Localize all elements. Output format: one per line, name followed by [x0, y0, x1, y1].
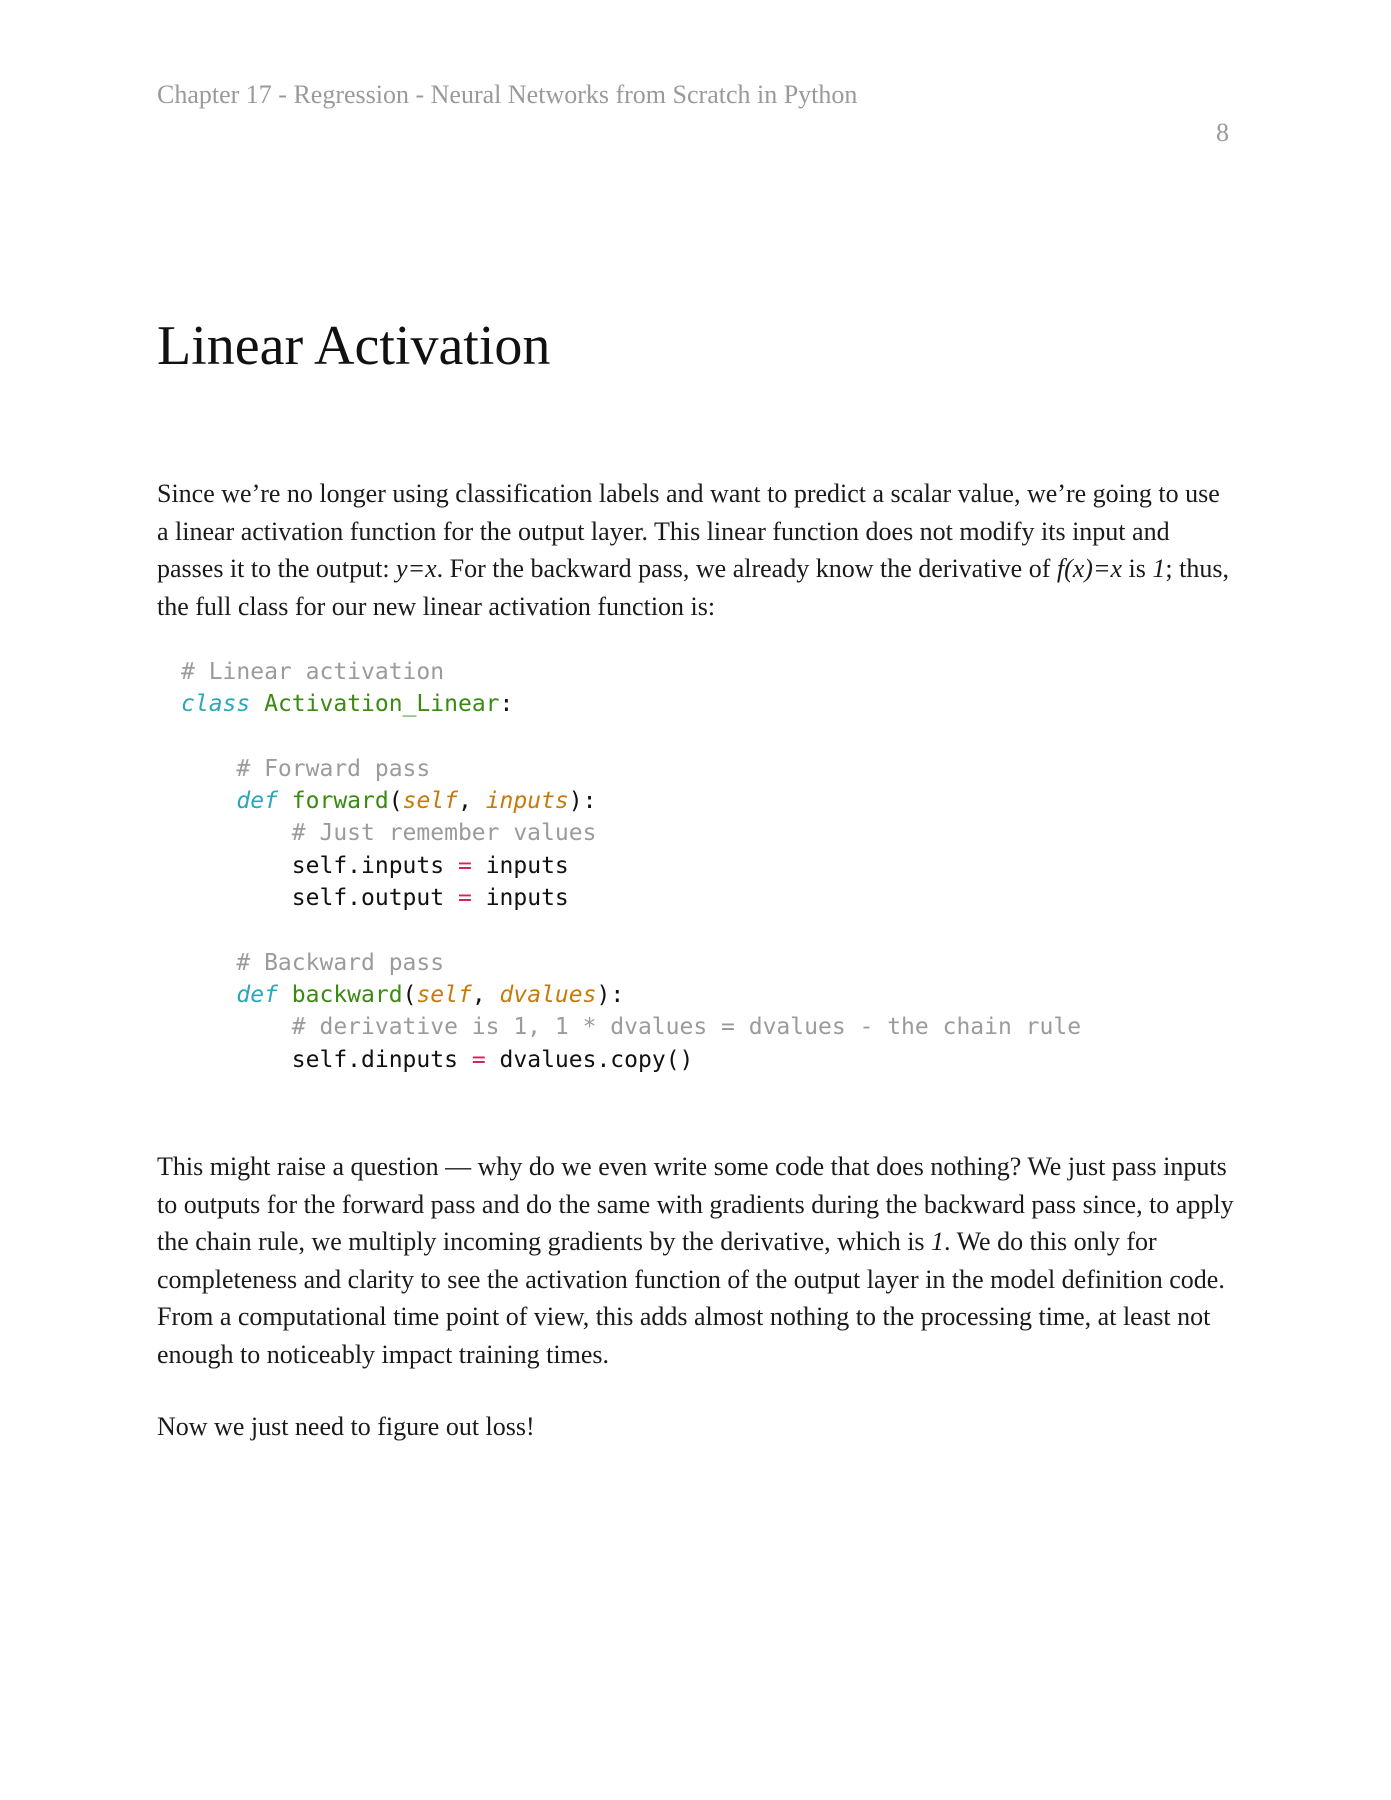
- intro-paragraph: [157, 475, 1237, 625]
- explanation-text-a: This might raise a question — why do we even write some code that does nothing? We just pass inputs to outputs for the forward pass and do the same with gradients during the backward pass since, to apply the chain rule, we multiply incoming gradients by the derivative, which is: [157, 1152, 1234, 1256]
- explanation-paragraph: [157, 1148, 1237, 1373]
- code-value: inputs: [485, 852, 569, 879]
- code-operator: =: [457, 852, 472, 879]
- closing-paragraph: Now we just need to figure out loss!: [157, 1412, 535, 1441]
- section-title: Linear Activation: [157, 315, 551, 377]
- math-f-of-x: f(x)=x: [1056, 554, 1123, 583]
- code-line: [181, 817, 1081, 849]
- code-line: [181, 947, 1081, 979]
- code-line-blank: [181, 914, 1081, 946]
- code-function-name: forward: [291, 788, 389, 815]
- intro-text-b: . For the backward pass, we already know the derivative of: [436, 554, 1057, 583]
- math-one: 1: [1152, 554, 1166, 583]
- intro-text-a: Since we’re no longer using classification labels and want to predict a scalar value, we’re going to use a linear activation function for the output layer. This linear function does not modify its input and passes it to the output:: [157, 479, 1220, 583]
- code-statement: self.dinputs: [291, 1046, 458, 1073]
- code-line: [181, 656, 1081, 688]
- code-comment: # Backward pass: [236, 949, 445, 976]
- intro-text-d: ; thus, the full class for our new linear activation function is:: [157, 554, 1229, 621]
- explanation-text-b: . We do this only for completeness and clarity to see the activation function of the output layer in the model definition code. From a computational time point of view, this adds almost nothing to the processing time, at least not enough to noticeably impact training times.: [157, 1227, 1225, 1369]
- code-comment: # Just remember values: [291, 820, 597, 847]
- code-line: [181, 1044, 1081, 1076]
- code-param: self: [402, 788, 458, 815]
- code-line: [181, 753, 1081, 785]
- code-block: [181, 656, 1081, 1076]
- code-class-name: Activation_Linear: [264, 691, 500, 718]
- code-operator: =: [457, 885, 472, 912]
- code-line: [181, 882, 1081, 914]
- code-line: [181, 1011, 1081, 1043]
- code-punct: :: [610, 981, 625, 1008]
- intro-text-c: is: [1122, 554, 1153, 583]
- code-line: def forward(self, inputs):: [236, 788, 597, 815]
- code-keyword: def: [236, 788, 278, 815]
- code-statement: self.inputs: [291, 852, 445, 879]
- code-function-name: backward: [291, 981, 403, 1008]
- code-value: inputs: [485, 885, 569, 912]
- code-param: self: [416, 981, 472, 1008]
- code-param: dvalues: [499, 981, 597, 1008]
- code-operator: =: [471, 1046, 486, 1073]
- code-line: def backward(self, dvalues):: [236, 981, 625, 1008]
- math-y-equals-x: y=x: [396, 554, 437, 583]
- code-comment: # derivative is 1, 1 * dvalues = dvalues - the chain rule: [291, 1014, 1082, 1041]
- code-line: [181, 850, 1081, 882]
- code-keyword: class: [181, 691, 251, 718]
- code-param: inputs: [485, 788, 569, 815]
- running-header: Chapter 17 - Regression - Neural Networks from Scratch in Python: [157, 80, 858, 109]
- code-comment: # Linear activation: [181, 659, 445, 685]
- code-punct: :: [582, 788, 597, 815]
- code-value: dvalues.copy(): [499, 1046, 694, 1073]
- code-punct: :: [499, 691, 514, 718]
- code-line-blank: [181, 721, 1081, 753]
- code-line: [181, 688, 1081, 720]
- code-statement: self.output: [291, 885, 445, 912]
- code-comment: # Forward pass: [236, 755, 431, 782]
- math-one: 1: [931, 1227, 945, 1256]
- code-keyword: def: [236, 981, 278, 1008]
- page-number: 8: [1216, 118, 1229, 147]
